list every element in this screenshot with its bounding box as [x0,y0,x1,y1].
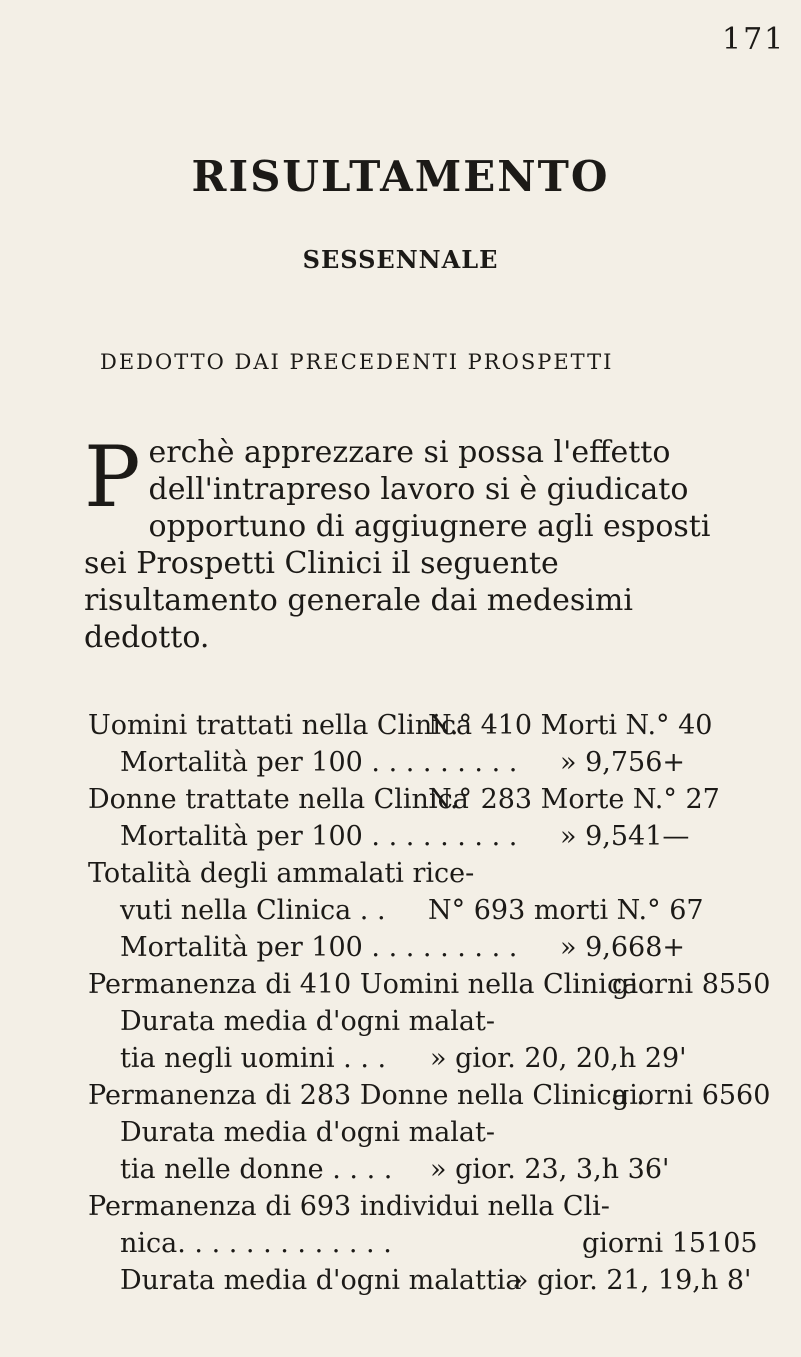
stat-line-left: vuti nella Clinica . . [120,895,386,926]
subheading: DEDOTTO DAI PRECEDENTI PROSPETTI [100,350,614,374]
page-title: RISULTAMENTO [191,152,610,201]
stat-line-right: » gior. 23, 3,h 36' [430,1154,670,1185]
stat-line-left: Durata media d'ogni malattia [120,1265,522,1296]
stat-line-left: Mortalità per 100 . . . . . . . . . [120,821,518,852]
stat-line-left: Durata media d'ogni malat- [120,1006,496,1037]
stat-line-left: Permanenza di 693 individui nella Cli- [88,1191,610,1222]
stat-line-right: N.° 283 Morte N.° 27 [428,784,720,815]
stat-line-left: Mortalità per 100 . . . . . . . . . [120,747,518,778]
intro-paragraph [84,428,756,656]
intro-text: erchè apprezzare si possa l'effetto dell'intrapreso lavoro si è giudicato opportuno di aggiugnere agli esposti sei Prospetti Clinici il seguente risultamento generale dai medesimi dedotto. [84,435,711,655]
drop-cap: P [84,428,141,526]
stat-line-right: » 9,756+ [560,747,686,778]
stat-line-right: N° 693 morti N.° 67 [428,895,704,926]
stat-line-left: Durata media d'ogni malat- [120,1117,496,1148]
stat-line-right: giorni 15105 [582,1228,758,1259]
stat-line-left: Uomini trattati nella Clinica [88,710,473,741]
stat-line-right: » 9,541— [560,821,690,852]
stat-line-left: Permanenza di 410 Uomini nella Clinica . [88,969,656,1000]
stat-line-left: tia negli uomini . . . [120,1043,387,1074]
stat-line-left: tia nelle donne . . . . [120,1154,393,1185]
page-subtitle: SESSENNALE [302,245,499,274]
stat-line-right: » gior. 21, 19,h 8' [512,1265,752,1296]
stat-line-right: giorni 6560 [612,1080,771,1111]
stat-line-right: N.° 410 Morti N.° 40 [428,710,713,741]
stat-line-left: Donne trattate nella Clinica [88,784,469,815]
stat-line-left: Totalità degli ammalati rice- [88,858,475,889]
page-number: 171 [722,22,786,57]
stat-line-left: Mortalità per 100 . . . . . . . . . [120,932,518,963]
stat-line-right: » 9,668+ [560,932,686,963]
stat-line-left: nica. . . . . . . . . . . . . [120,1228,392,1259]
stat-line-right: giorni 8550 [612,969,771,1000]
stat-line-left: Permanenza di 283 Donne nella Clinica . [88,1080,645,1111]
stat-line-right: » gior. 20, 20,h 29' [430,1043,687,1074]
